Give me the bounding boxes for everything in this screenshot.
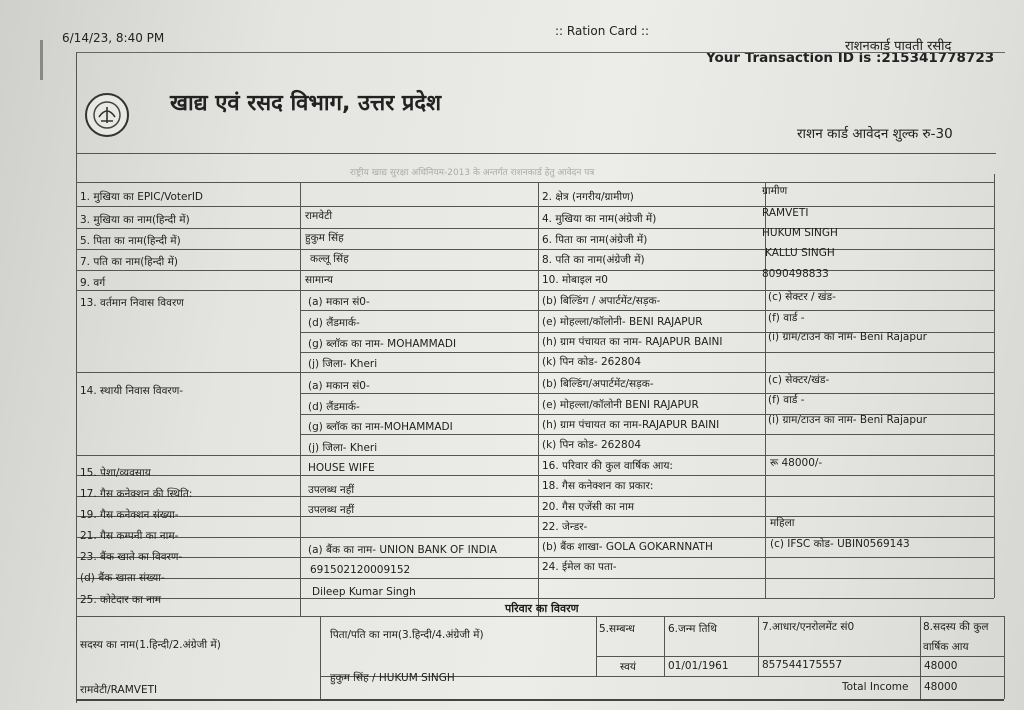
binder-mark <box>40 40 43 80</box>
permanent-landmark: (d) लैंडमार्क- <box>308 401 360 413</box>
total-income-label: Total Income <box>842 681 909 693</box>
member-dob: 01/01/1961 <box>668 660 729 672</box>
current-ward: (f) वार्ड - <box>768 312 805 324</box>
family-header-relation: 5.सम्बन्ध <box>599 623 635 635</box>
label-gas-number: 19. गैस कनेक्शन संख्या- <box>80 509 179 521</box>
family-header-father-name: पिता/पति का नाम(3.हिन्दी/4.अंग्रेजी में) <box>330 629 484 641</box>
faded-subtitle: राष्ट्रीय खाद्य सुरक्षा अधिनियम-2013 के अन्तर्गत राशनकार्ड हेतु आवेदन पत्र <box>350 168 595 178</box>
print-datetime: 6/14/23, 8:40 PM <box>62 31 165 45</box>
current-colony: (e) मोहल्ला/कॉलोनी- BENI RAJAPUR <box>542 316 703 328</box>
current-pincode: (k) पिन कोड- 262804 <box>542 356 642 368</box>
label-area: 2. क्षेत्र (नगरीय/ग्रामीण) <box>542 191 634 203</box>
value-mobile: 8090498833 <box>762 268 829 280</box>
label-occupation: 15. पेशा/व्यवसाय <box>80 467 151 479</box>
value-father-english: HUKUM SINGH <box>762 227 838 239</box>
value-family-income: रू 48000/- <box>770 457 823 469</box>
label-epic: 1. मुखिया का EPIC/VoterID <box>80 191 204 203</box>
family-header-aadhaar: 7.आधार/एनरोलमेंट सं0 <box>762 621 855 633</box>
label-head-name-english: 4. मुखिया का नाम(अंग्रेजी में) <box>542 213 657 225</box>
value-category: सामान्य <box>305 274 334 286</box>
value-head-name-hindi: रामवेटी <box>305 210 333 222</box>
label-father-english: 6. पिता का नाम(अंग्रेजी में) <box>542 234 648 246</box>
family-section-title: परिवार का विवरण <box>505 602 579 615</box>
value-bank-branch: (b) बैंक शाखा- GOLA GOKARNNATH <box>542 541 713 553</box>
permanent-town: (i) ग्राम/टाउन का नाम- Beni Rajapur <box>768 414 927 426</box>
value-account-number: 691502120009152 <box>310 564 411 576</box>
label-email: 24. ईमेल का पता- <box>542 561 617 573</box>
value-gas-number: उपलब्ध नहीं <box>308 504 355 516</box>
label-gender: 22. जेन्डर- <box>542 521 588 533</box>
value-ifsc: (c) IFSC कोड- UBIN0569143 <box>770 538 910 550</box>
value-gas-status: उपलब्ध नहीं <box>308 484 355 496</box>
label-bank-details: 23. बैंक खाते का विवरण- <box>80 551 183 563</box>
member-relation: स्वयं <box>620 661 637 673</box>
current-town: (i) ग्राम/टाउन का नाम- Beni Rajapur <box>768 331 927 343</box>
application-fee: राशन कार्ड आवेदन शुल्क रु-30 <box>797 126 953 142</box>
header-divider <box>76 153 996 154</box>
family-header-dob: 6.जन्म तिथि <box>668 623 717 635</box>
current-landmark: (d) लैंडमार्क- <box>308 317 360 329</box>
value-area: ग्रामीण <box>762 185 788 197</box>
label-dealer: 25. कोटेदार का नाम <box>80 594 161 606</box>
current-panchayat: (h) ग्राम पंचायत का नाम- RAJAPUR BAINI <box>542 336 723 348</box>
member-father-name: हुकुम सिंह / HUKUM SINGH <box>330 672 455 684</box>
family-header-member-name: सदस्य का नाम(1.हिन्दी/2.अंग्रेजी में) <box>80 639 221 651</box>
member-income: 48000 <box>924 660 958 672</box>
current-district: (j) जिला- Kheri <box>308 358 378 370</box>
family-header-income-line1: 8.सदस्य की कुल <box>923 621 989 633</box>
value-occupation: HOUSE WIFE <box>308 462 375 474</box>
label-mobile: 10. मोबाइल न0 <box>542 274 608 286</box>
permanent-house-no: (a) मकान सं0- <box>308 380 370 392</box>
permanent-colony: (e) मोहल्ला/कॉलोनी BENI RAJAPUR <box>542 399 699 411</box>
label-husband-english: 8. पति का नाम(अंग्रेजी में) <box>542 254 645 266</box>
permanent-pincode: (k) पिन कोड- 262804 <box>542 439 642 451</box>
current-building: (b) बिल्डिंग / अपार्टमेंट/सड़क- <box>542 295 661 307</box>
department-title: खाद्य एवं रसद विभाग, उत्तर प्रदेश <box>170 91 442 116</box>
label-gas-agency: 20. गैस एजेंसी का नाम <box>542 501 635 513</box>
value-bank-name: (a) बैंक का नाम- UNION BANK OF INDIA <box>308 544 497 556</box>
value-father-hindi: हुकुम सिंह <box>305 232 344 244</box>
value-husband-hindi: कल्लू सिंह <box>310 253 349 265</box>
label-current-residence: 13. वर्तमान निवास विवरण <box>80 297 184 309</box>
current-sector: (c) सेक्टर / खंड- <box>768 291 836 303</box>
label-account-number: (d) बैंक खाता संख्या- <box>80 572 165 584</box>
value-dealer: Dileep Kumar Singh <box>312 586 416 598</box>
label-husband-hindi: 7. पति का नाम(हिन्दी में) <box>80 256 178 268</box>
receipt-title: राशनकार्ड पावती रसीद <box>845 39 952 54</box>
label-father-hindi: 5. पिता का नाम(हिन्दी में) <box>80 235 181 247</box>
value-head-name-english: RAMVETI <box>762 207 809 219</box>
permanent-ward: (f) वार्ड - <box>768 394 805 406</box>
up-emblem-icon <box>85 93 129 137</box>
member-aadhaar: 857544175557 <box>762 659 843 671</box>
value-husband-english: KALLU SINGH <box>765 247 835 259</box>
label-gas-type: 18. गैस कनेक्शन का प्रकार: <box>542 480 654 492</box>
total-income-value: 48000 <box>924 681 958 693</box>
permanent-sector: (c) सेक्टर/खंड- <box>768 374 830 386</box>
page-title: :: Ration Card :: <box>555 24 650 38</box>
current-house-no: (a) मकान सं0- <box>308 296 370 308</box>
label-head-name-hindi: 3. मुखिया का नाम(हिन्दी में) <box>80 214 190 226</box>
transaction-id: Your Transaction ID is :215341778723 <box>706 50 995 66</box>
label-gas-company: 21. गैस कम्पनी का नाम- <box>80 530 179 542</box>
permanent-block: (g) ब्लॉक का नाम-MOHAMMADI <box>308 421 453 433</box>
label-permanent-residence: 14. स्थायी निवास विवरण- <box>80 385 184 397</box>
value-gender: महिला <box>770 517 795 529</box>
permanent-building: (b) बिल्डिंग/अपार्टमेंट/सड़क- <box>542 378 654 390</box>
label-gas-status: 17. गैस कनेक्शन की स्थिति: <box>80 488 193 500</box>
permanent-panchayat: (h) ग्राम पंचायत का नाम-RAJAPUR BAINI <box>542 419 720 431</box>
family-header-income-line2: वार्षिक आय <box>923 641 969 653</box>
member-name: रामवेटी/RAMVETI <box>80 684 158 696</box>
current-block: (g) ब्लॉक का नाम- MOHAMMADI <box>308 338 457 350</box>
permanent-district: (j) जिला- Kheri <box>308 442 378 454</box>
label-category: 9. वर्ग <box>80 277 106 289</box>
label-family-income: 16. परिवार की कुल वार्षिक आय: <box>542 460 673 472</box>
